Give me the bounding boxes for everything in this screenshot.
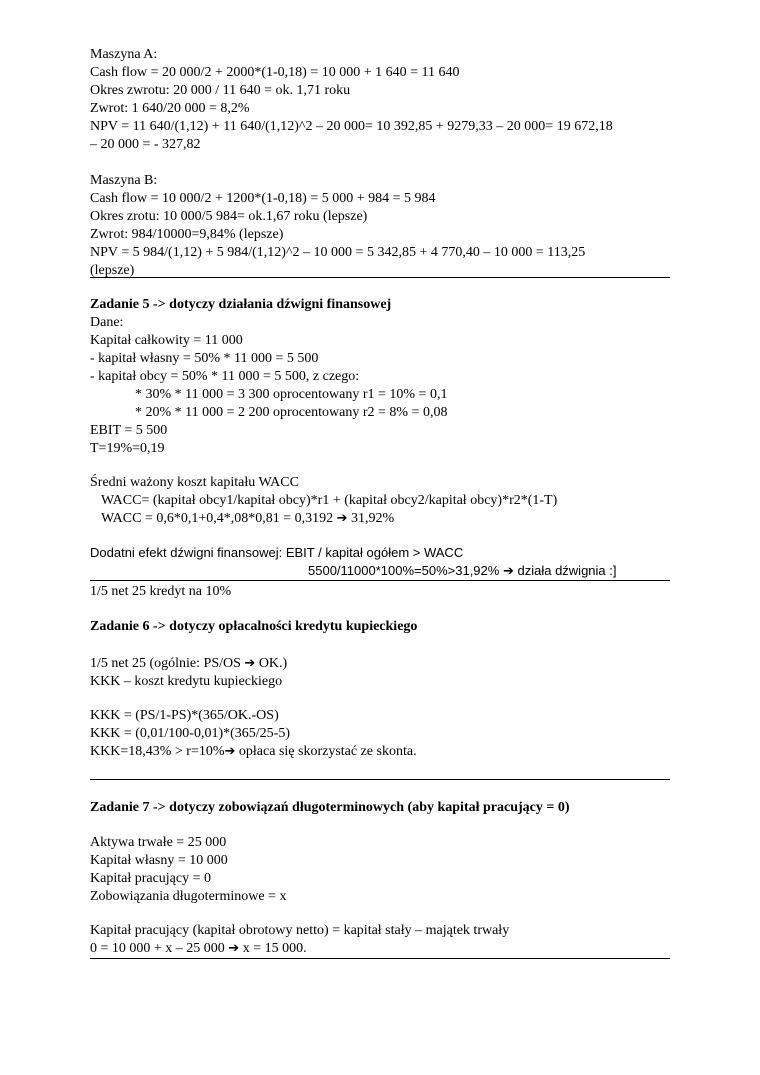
task6-general-text: 1/5 net 25 (ogólnie: PS/OS <box>90 656 241 671</box>
machine-a-payback: Okres zwrotu: 20 000 / 11 640 = ok. 1,71 roku <box>90 83 351 98</box>
task7-working-capital: Kapitał pracujący = 0 <box>90 871 212 886</box>
wacc-result: 31,92% <box>351 511 395 526</box>
arrow-right-icon: ➔ <box>502 564 514 579</box>
task5-given: Dane: <box>90 315 124 330</box>
task5-debt-2: * 20% * 11 000 = 2 200 oprocentowany r2 = 8% = 0,08 <box>135 405 448 420</box>
machine-a-npv-cont: – 20 000 = - 327,82 <box>90 137 201 152</box>
divider <box>90 958 670 959</box>
leverage-effect: Dodatni efekt dźwigni finansowej: EBIT / kapitał ogółem > WACC <box>90 545 464 560</box>
leverage-calc <box>308 562 616 580</box>
task6-title: Zadanie 6 -> dotyczy opłacalności kredytu kupieckiego <box>90 619 418 634</box>
machine-a-cashflow: Cash flow = 20 000/2 + 2000*(1-0,18) = 10 000 + 1 640 = 11 640 <box>90 65 460 80</box>
task5-debt-1: * 30% * 11 000 = 3 300 oprocentowany r1 = 10% = 0,1 <box>135 387 448 402</box>
arrow-right-icon: ➔ <box>336 511 348 526</box>
task6-intro: 1/5 net 25 kredyt na 10% <box>90 584 232 599</box>
machine-a-return: Zwrot: 1 640/20 000 = 8,2% <box>90 101 250 116</box>
arrow-right-icon: ➔ <box>244 656 256 671</box>
kkk-formula: KKK = (PS/1-PS)*(365/OK.-OS) <box>90 708 279 723</box>
task7-equity: Kapitał własny = 10 000 <box>90 853 228 868</box>
kkk-calc: KKK = (0,01/100-0,01)*(365/25-5) <box>90 726 290 741</box>
task6-general-end: OK.) <box>258 656 288 671</box>
task7-calc <box>90 940 307 958</box>
machine-b-return: Zwrot: 984/10000=9,84% (lepsze) <box>90 227 284 242</box>
task5-equity: - kapitał własny = 50% * 11 000 = 5 500 <box>90 351 319 366</box>
task7-calc-text: 0 = 10 000 + x – 25 000 <box>90 941 225 956</box>
machine-b-payback: Okres zrotu: 10 000/5 984= ok.1,67 roku (lepsze) <box>90 209 368 224</box>
kkk-result <box>90 743 417 761</box>
task6-general <box>90 655 287 673</box>
leverage-result: działa dźwignia :] <box>517 563 617 578</box>
divider <box>90 580 670 581</box>
kkk-definition: KKK – koszt kredytu kupieckiego <box>90 674 283 689</box>
wacc-title: Średni ważony koszt kapitału WACC <box>90 475 299 490</box>
task7-fixed-assets: Aktywa trwałe = 25 000 <box>90 835 227 850</box>
machine-a-npv: NPV = 11 640/(1,12) + 11 640/(1,12)^2 – 20 000= 10 392,85 + 9279,33 – 20 000= 19 672,18 <box>90 119 613 134</box>
kkk-conclusion: opłaca się skorzystać ze skonta. <box>238 744 417 759</box>
arrow-right-icon: ➔ <box>224 744 236 759</box>
task5-total-capital: Kapitał całkowity = 11 000 <box>90 333 243 348</box>
wacc-calc <box>101 510 394 528</box>
task5-ebit: EBIT = 5 500 <box>90 423 168 438</box>
task5-debt: - kapitał obcy = 50% * 11 000 = 5 500, z czego: <box>90 369 360 384</box>
kkk-result-text: KKK=18,43% > r=10% <box>90 744 225 759</box>
machine-b-cashflow: Cash flow = 10 000/2 + 1200*(1-0,18) = 5 000 + 984 = 5 984 <box>90 191 436 206</box>
divider <box>90 779 670 780</box>
machine-a-heading: Maszyna A: <box>90 47 158 62</box>
task5-tax: T=19%=0,19 <box>90 441 165 456</box>
task7-definition: Kapitał pracujący (kapitał obrotowy netto) = kapitał stały – majątek trwały <box>90 923 510 938</box>
wacc-formula: WACC= (kapitał obcy1/kapitał obcy)*r1 + (kapitał obcy2/kapitał obcy)*r2*(1-T) <box>101 493 558 508</box>
leverage-calc-text: 5500/11000*100%=50%>31,92% <box>308 563 500 578</box>
machine-b-heading: Maszyna B: <box>90 173 158 188</box>
task7-long-term-liabilities: Zobowiązania długoterminowe = x <box>90 889 287 904</box>
machine-b-npv: NPV = 5 984/(1,12) + 5 984/(1,12)^2 – 10 000 = 5 342,85 + 4 770,40 – 10 000 = 113,25 <box>90 245 586 260</box>
wacc-calc-text: WACC = 0,6*0,1+0,4*,08*0,81 = 0,3192 <box>101 511 334 526</box>
task7-title: Zadanie 7 -> dotyczy zobowiązań długoterminowych (aby kapitał pracujący = 0) <box>90 800 570 815</box>
arrow-right-icon: ➔ <box>228 941 240 956</box>
task5-title: Zadanie 5 -> dotyczy działania dźwigni finansowej <box>90 297 392 312</box>
task7-result: x = 15 000. <box>242 941 307 956</box>
divider <box>90 277 670 278</box>
machine-b-npv-cont: (lepsze) <box>90 263 135 278</box>
